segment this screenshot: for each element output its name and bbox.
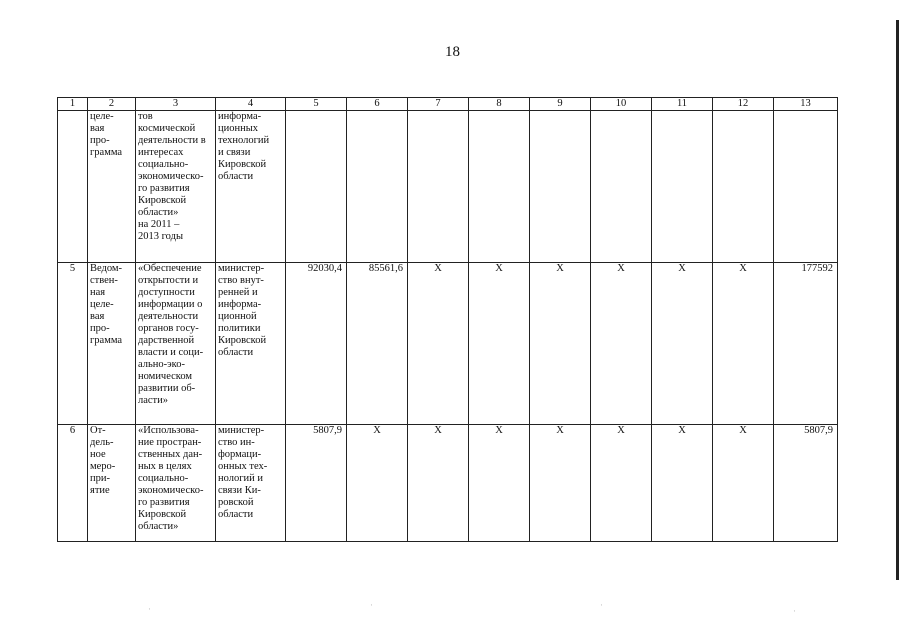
table-cell: министер- ство ин- формаци- онных тех- нологий и связи Ки- ровской области: [216, 425, 286, 542]
table-cell: [652, 111, 713, 263]
column-header: 12: [713, 98, 774, 111]
table-cell: X: [469, 263, 530, 425]
table-cell: информа- ционных технологий и связи Кировской области: [216, 111, 286, 263]
column-header: 10: [591, 98, 652, 111]
table-row: [58, 263, 838, 425]
column-header: 6: [347, 98, 408, 111]
table-cell: [347, 111, 408, 263]
table-cell: тов космической деятельности в интересах социально- экономическо- го развития Кировской области» на 2011 – 2013 годы: [136, 111, 216, 263]
table-cell: X: [530, 425, 591, 542]
table-cell: 5807,9: [286, 425, 347, 542]
table-cell: X: [347, 425, 408, 542]
scan-speck: ·: [600, 600, 603, 610]
column-header: 2: [88, 98, 136, 111]
column-header: 1: [58, 98, 88, 111]
column-header: 11: [652, 98, 713, 111]
table-cell: 85561,6: [347, 263, 408, 425]
column-header: 13: [774, 98, 838, 111]
table-cell: [408, 111, 469, 263]
table-cell: X: [530, 263, 591, 425]
table-cell: 92030,4: [286, 263, 347, 425]
table-cell: целе- вая про- грамма: [88, 111, 136, 263]
table-cell: От- дель- ное меро- при- ятие: [88, 425, 136, 542]
table-cell: X: [652, 263, 713, 425]
table-cell: [530, 111, 591, 263]
column-header: 4: [216, 98, 286, 111]
table-cell: Ведом- ствен- ная целе- вая про- грамма: [88, 263, 136, 425]
table-cell: X: [591, 425, 652, 542]
scan-speck: ·: [370, 600, 373, 610]
table-cell: X: [713, 263, 774, 425]
column-header: 8: [469, 98, 530, 111]
column-header: 3: [136, 98, 216, 111]
table-cell: 5: [58, 263, 88, 425]
table-row: [58, 111, 838, 263]
table-cell: [286, 111, 347, 263]
scan-speck: ·: [148, 604, 151, 614]
table-cell: [591, 111, 652, 263]
header-row: [58, 98, 838, 111]
table-cell: 5807,9: [774, 425, 838, 542]
table-row: [58, 425, 838, 542]
table-cell: [774, 111, 838, 263]
scan-edge-line: [896, 20, 899, 580]
table-cell: 6: [58, 425, 88, 542]
table-cell: X: [652, 425, 713, 542]
table-cell: «Обеспечение открытости и доступности информации о деятельности органов госу- дарственной власти и соци- ально-эко- номическом развитии об- ласти»: [136, 263, 216, 425]
table-cell: [713, 111, 774, 263]
table-cell: [58, 111, 88, 263]
table-cell: [469, 111, 530, 263]
page-number: 18: [445, 44, 460, 60]
table-cell: министер- ство внут- ренней и информа- ционной политики Кировской области: [216, 263, 286, 425]
table-cell: «Использова- ние простран- ственных дан- ных в целях социально- экономическо- го развития Кировской области»: [136, 425, 216, 542]
table-cell: X: [591, 263, 652, 425]
table-cell: 177592: [774, 263, 838, 425]
data-table: [57, 97, 838, 542]
column-header: 9: [530, 98, 591, 111]
table-cell: X: [408, 425, 469, 542]
table-cell: X: [469, 425, 530, 542]
column-header: 7: [408, 98, 469, 111]
table-cell: X: [408, 263, 469, 425]
scan-speck: ·: [793, 606, 796, 616]
table-cell: X: [713, 425, 774, 542]
column-header: 5: [286, 98, 347, 111]
